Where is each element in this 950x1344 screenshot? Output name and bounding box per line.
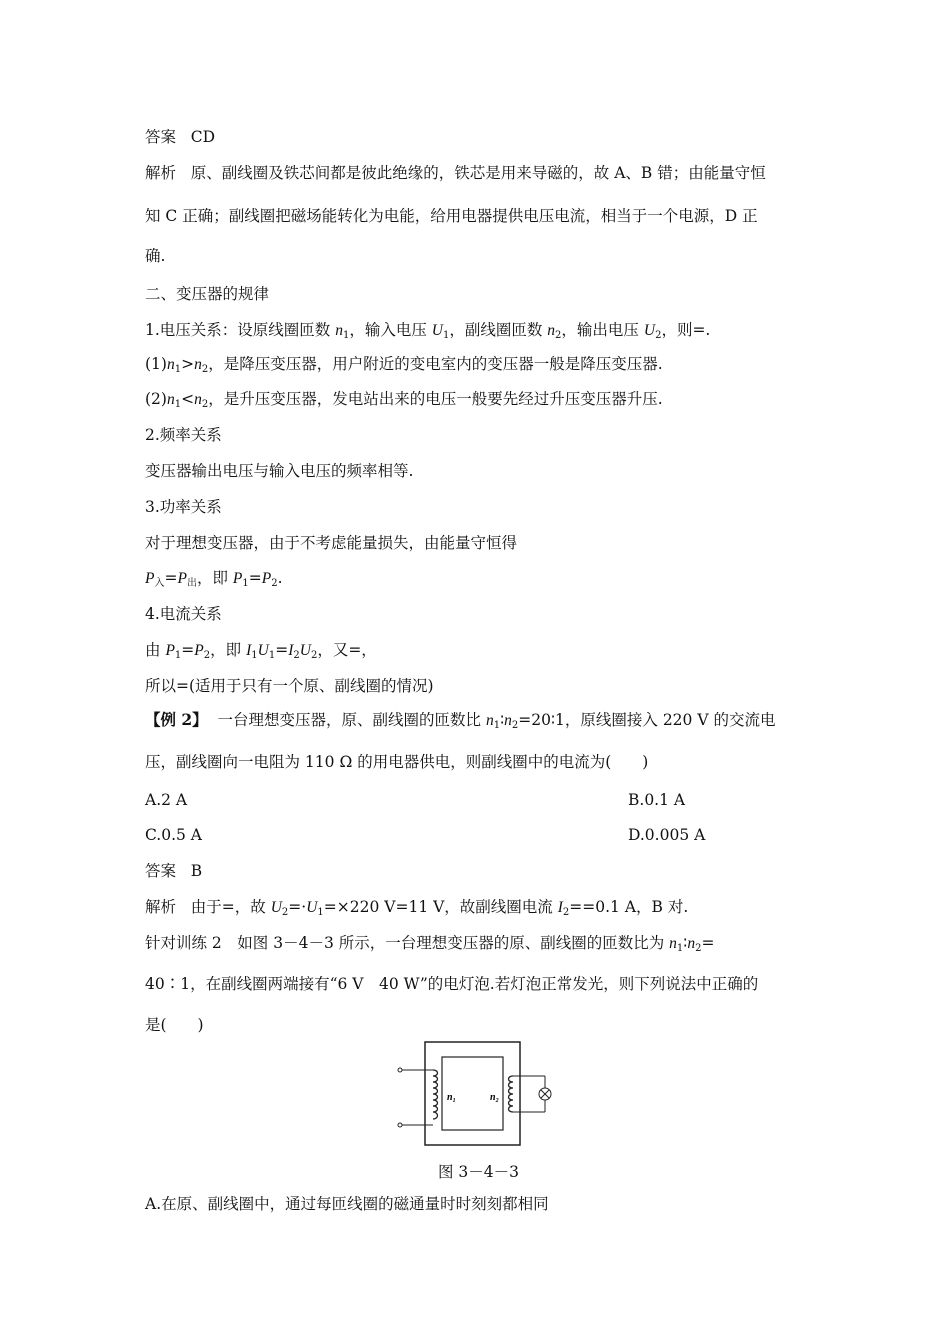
training-2-line-2: 40∶1，在副线圈两端接有“6 V 40 W”的电灯泡.若灯泡正常发光，则下列说法中正确的: [145, 975, 759, 993]
example-2-options-row-1: A.2 A B.0.1 A: [145, 791, 686, 809]
lamp-icon: [539, 1088, 551, 1100]
power-formula: $P_入=P_出$，即 $P_1=P_2$.: [145, 569, 283, 589]
answer-2: 答案 B: [145, 862, 203, 880]
analysis-2: 解析 由于=，故 $U_2=\cdot U_1=\times 220$ V=11 V，故副线圈电流 $I_2==0.1$ A，B 对.: [145, 898, 689, 918]
power-title: 3.功率关系: [145, 498, 222, 516]
voltage-item-2: $(2)n_1<n_2$，是升压变压器，发电站出来的电压一般要先经过升压变压器升压.: [145, 390, 663, 410]
transformer-diagram: [390, 1040, 570, 1155]
power-text: 对于理想变压器，由于不考虑能量损失，由能量守恒得: [145, 534, 518, 552]
analysis-1-line-3: 确.: [145, 247, 166, 265]
voltage-relation: 1.电压关系：设原线圈匝数 $n_1$，输入电压 $U_1$，副线圈匝数 $n_2$，输出电压 $U_2$，则=.: [145, 321, 711, 341]
current-line-1: 由 $P_1=P_2$，即 $I_1U_1=I_2U_2$，又=，: [145, 641, 377, 661]
example-2-options-row-2: C.0.5 A D.0.005 A: [145, 826, 706, 844]
section-title: 二、变压器的规律: [145, 285, 270, 303]
current-line-2: 所以=(适用于只有一个原、副线圈的情况): [145, 677, 434, 695]
frequency-text: 变压器输出电压与输入电压的频率相等.: [145, 462, 414, 480]
example-2-line-1: 【例 2】 一台理想变压器，原、副线圈的匝数比 $n_1∶n_2=20∶1$，原线圈接入 220 V 的交流电: [145, 710, 776, 731]
option-a: A.在原、副线圈中，通过每匝线圈的磁通量时时刻刻都相同: [145, 1195, 549, 1213]
figure-caption: 图 3－4－3: [438, 1163, 520, 1181]
training-2-line-3: 是( ): [145, 1016, 204, 1034]
analysis-1-line-2: 知 C 正确；副线圈把磁场能转化为电能，给用电器提供电压电流，相当于一个电源，D 正: [145, 207, 758, 225]
training-2-line-1: 针对训练 2 如图 3－4－3 所示，一台理想变压器的原、副线圈的匝数比为 $n_1∶n_2=$: [145, 934, 715, 954]
analysis-1-line-1: 解析 原、副线圈及铁芯间都是彼此绝缘的，铁芯是用来导磁的，故 A、B 错；由能量守恒: [145, 164, 766, 182]
current-title: 4.电流关系: [145, 605, 222, 623]
n1-label: n₁: [447, 1092, 457, 1103]
voltage-item-1: $(1)n_1>n_2$，是降压变压器，用户附近的变电室内的变压器一般是降压变压器.: [145, 355, 663, 375]
answer-1: 答案 CD: [145, 128, 216, 146]
n2-label: n₂: [490, 1092, 500, 1103]
frequency-title: 2.频率关系: [145, 426, 222, 444]
example-2-line-2: 压，副线圈向一电阻为 110 Ω 的用电器供电，则副线圈中的电流为( ): [145, 753, 649, 771]
